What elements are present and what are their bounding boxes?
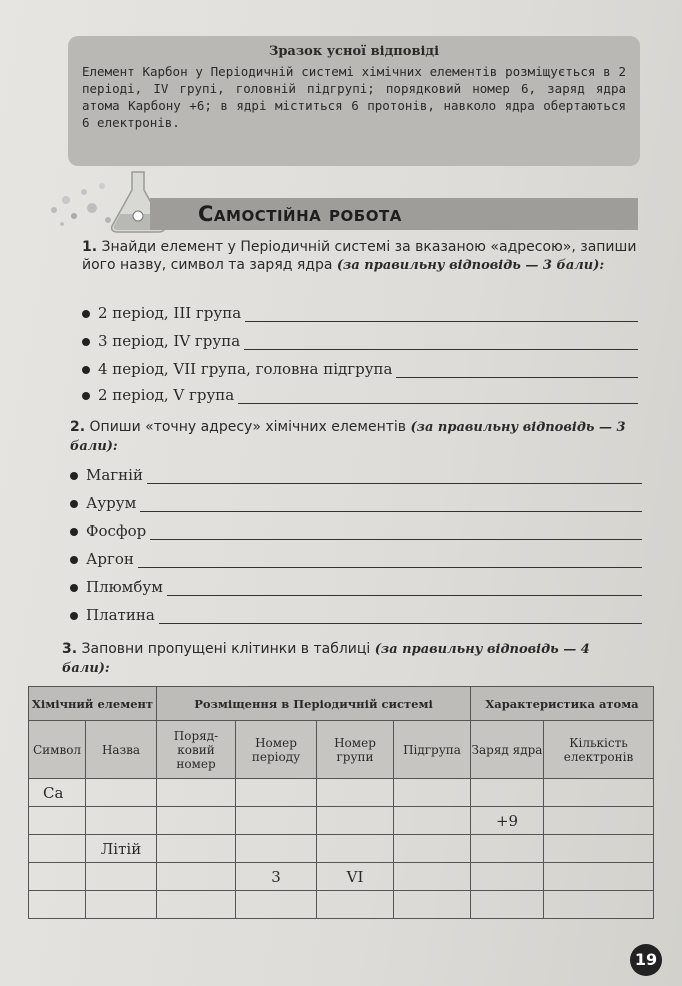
table-cell[interactable] <box>544 863 654 891</box>
bullet-icon <box>82 310 90 318</box>
task-1-number: 1. <box>82 239 98 255</box>
task-2 <box>70 418 640 456</box>
table-cell[interactable] <box>86 807 157 835</box>
task-3-text: Заповни пропущені клітинки в таблиці <box>81 641 371 657</box>
table-cell[interactable] <box>29 807 86 835</box>
table-row <box>29 807 654 835</box>
task-1-item <box>82 360 638 378</box>
answer-line[interactable] <box>150 538 642 540</box>
table-cell[interactable] <box>86 779 157 807</box>
table-group-header: Розміщення в Періодичній системі <box>157 687 471 721</box>
table-cell[interactable] <box>544 779 654 807</box>
table-column-header: Заряд ядра <box>471 721 544 779</box>
task-2-item <box>70 550 642 568</box>
table-cell[interactable] <box>394 779 471 807</box>
sample-answer-box <box>68 36 640 166</box>
bullet-icon <box>70 472 78 480</box>
task-1-item-label: 4 період, VII група, головна підгрупа <box>98 360 393 378</box>
table-cell[interactable] <box>471 779 544 807</box>
table-cell[interactable] <box>544 807 654 835</box>
table-cell[interactable] <box>317 779 394 807</box>
table-cell[interactable] <box>394 891 471 919</box>
table-cell[interactable] <box>317 807 394 835</box>
task-2-number: 2. <box>70 419 86 435</box>
answer-line[interactable] <box>147 482 642 484</box>
bullet-icon <box>70 500 78 508</box>
table-cell[interactable] <box>86 891 157 919</box>
table-cell[interactable] <box>471 835 544 863</box>
sample-answer-title: Зразок усної відповіді <box>268 44 440 59</box>
bullet-icon <box>70 556 78 564</box>
task-2-item-label: Плюмбум <box>86 578 163 596</box>
table-cell[interactable]: Ca <box>29 779 86 807</box>
task-3 <box>62 640 642 678</box>
task-1-item-label: 2 період, III група <box>98 304 242 322</box>
task-1-item <box>82 386 638 404</box>
answer-line[interactable] <box>245 320 638 322</box>
bullet-icon <box>70 584 78 592</box>
task-2-item <box>70 606 642 624</box>
answer-line[interactable] <box>167 594 642 596</box>
task-2-points: (за правильну відповідь — 3 бали): <box>70 420 626 454</box>
table-group-header: Хімічний елемент <box>29 687 157 721</box>
bullet-icon <box>82 366 90 374</box>
task-2-item <box>70 494 642 512</box>
elements-table <box>28 686 654 919</box>
answer-line[interactable] <box>238 402 638 404</box>
sample-answer-text: Елемент Карбон у Періодичній системі хімічних елементів розміщується в 2 періоді, IV групі, головній підгрупі; порядковий номер 6, заряд ядра атома Карбону +6; в ядрі міститься 6 протонів, навколо ядра обертаються 6 електронів. <box>82 64 626 130</box>
table-cell[interactable] <box>317 835 394 863</box>
table-row <box>29 863 654 891</box>
task-2-item-label: Фосфор <box>86 522 147 540</box>
table-cell[interactable] <box>157 891 236 919</box>
table-column-header: Назва <box>86 721 157 779</box>
task-1-points: (за правильну відповідь — 3 бали): <box>336 258 605 273</box>
table-column-header: Поряд-ковий номер <box>157 721 236 779</box>
table-cell[interactable]: +9 <box>471 807 544 835</box>
table-cell[interactable] <box>394 863 471 891</box>
task-2-item-label: Аурум <box>86 494 137 512</box>
task-3-number: 3. <box>62 641 78 657</box>
table-cell[interactable] <box>544 835 654 863</box>
table-row <box>29 835 654 863</box>
bullet-icon <box>82 392 90 400</box>
table-column-header: Символ <box>29 721 86 779</box>
table-cell[interactable] <box>317 891 394 919</box>
table-cell[interactable] <box>236 779 317 807</box>
task-1-item-label: 3 період, IV група <box>98 332 241 350</box>
table-cell[interactable] <box>86 863 157 891</box>
task-1 <box>82 238 640 275</box>
task-2-item <box>70 522 642 540</box>
table-cell[interactable] <box>236 891 317 919</box>
task-1-text: Знайди елемент у Періодичній системі за вказаною «адресою», запиши його назву, символ та заряд ядра <box>82 239 637 273</box>
task-2-text: Опиши «точну адресу» хімічних елементів <box>89 419 407 435</box>
task-1-item <box>82 304 638 322</box>
task-2-item-label: Аргон <box>86 550 134 568</box>
table-cell[interactable] <box>157 807 236 835</box>
table-cell[interactable] <box>236 835 317 863</box>
bullet-icon <box>70 612 78 620</box>
table-column-header: Кількість електронів <box>544 721 654 779</box>
table-row <box>29 891 654 919</box>
table-column-header: Номер періоду <box>236 721 317 779</box>
page-number: 19 <box>630 944 662 976</box>
task-1-item-label: 2 період, V група <box>98 386 235 404</box>
table-cell[interactable]: VI <box>317 863 394 891</box>
task-2-item <box>70 466 642 484</box>
table-cell[interactable] <box>29 835 86 863</box>
table-row <box>29 779 654 807</box>
task-3-points: (за правильну відповідь — 4 бали): <box>62 642 590 676</box>
table-cell[interactable]: 3 <box>236 863 317 891</box>
table-cell[interactable] <box>236 807 317 835</box>
answer-line[interactable] <box>159 622 642 624</box>
table-cell[interactable] <box>157 779 236 807</box>
section-banner <box>150 198 638 230</box>
table-cell[interactable]: Літій <box>86 835 157 863</box>
answer-line[interactable] <box>396 376 638 378</box>
table-cell[interactable] <box>394 807 471 835</box>
task-2-item <box>70 578 642 596</box>
table-cell[interactable] <box>471 863 544 891</box>
section-title: Самостійна робота <box>198 202 402 226</box>
answer-line[interactable] <box>138 566 642 568</box>
table-group-header: Характеристика атома <box>471 687 654 721</box>
answer-line[interactable] <box>140 510 642 512</box>
task-2-item-label: Магній <box>86 466 143 484</box>
answer-line[interactable] <box>244 348 638 350</box>
bullet-icon <box>82 338 90 346</box>
table-column-header: Підгрупа <box>394 721 471 779</box>
table-cell[interactable] <box>157 835 236 863</box>
table-cell[interactable] <box>544 891 654 919</box>
table-cell[interactable] <box>394 835 471 863</box>
table-cell[interactable] <box>29 863 86 891</box>
table-column-header: Номер групи <box>317 721 394 779</box>
task-1-item <box>82 332 638 350</box>
bullet-icon <box>70 528 78 536</box>
table-cell[interactable] <box>471 891 544 919</box>
table-cell[interactable] <box>157 863 236 891</box>
task-2-item-label: Платина <box>86 606 155 624</box>
table-cell[interactable] <box>29 891 86 919</box>
